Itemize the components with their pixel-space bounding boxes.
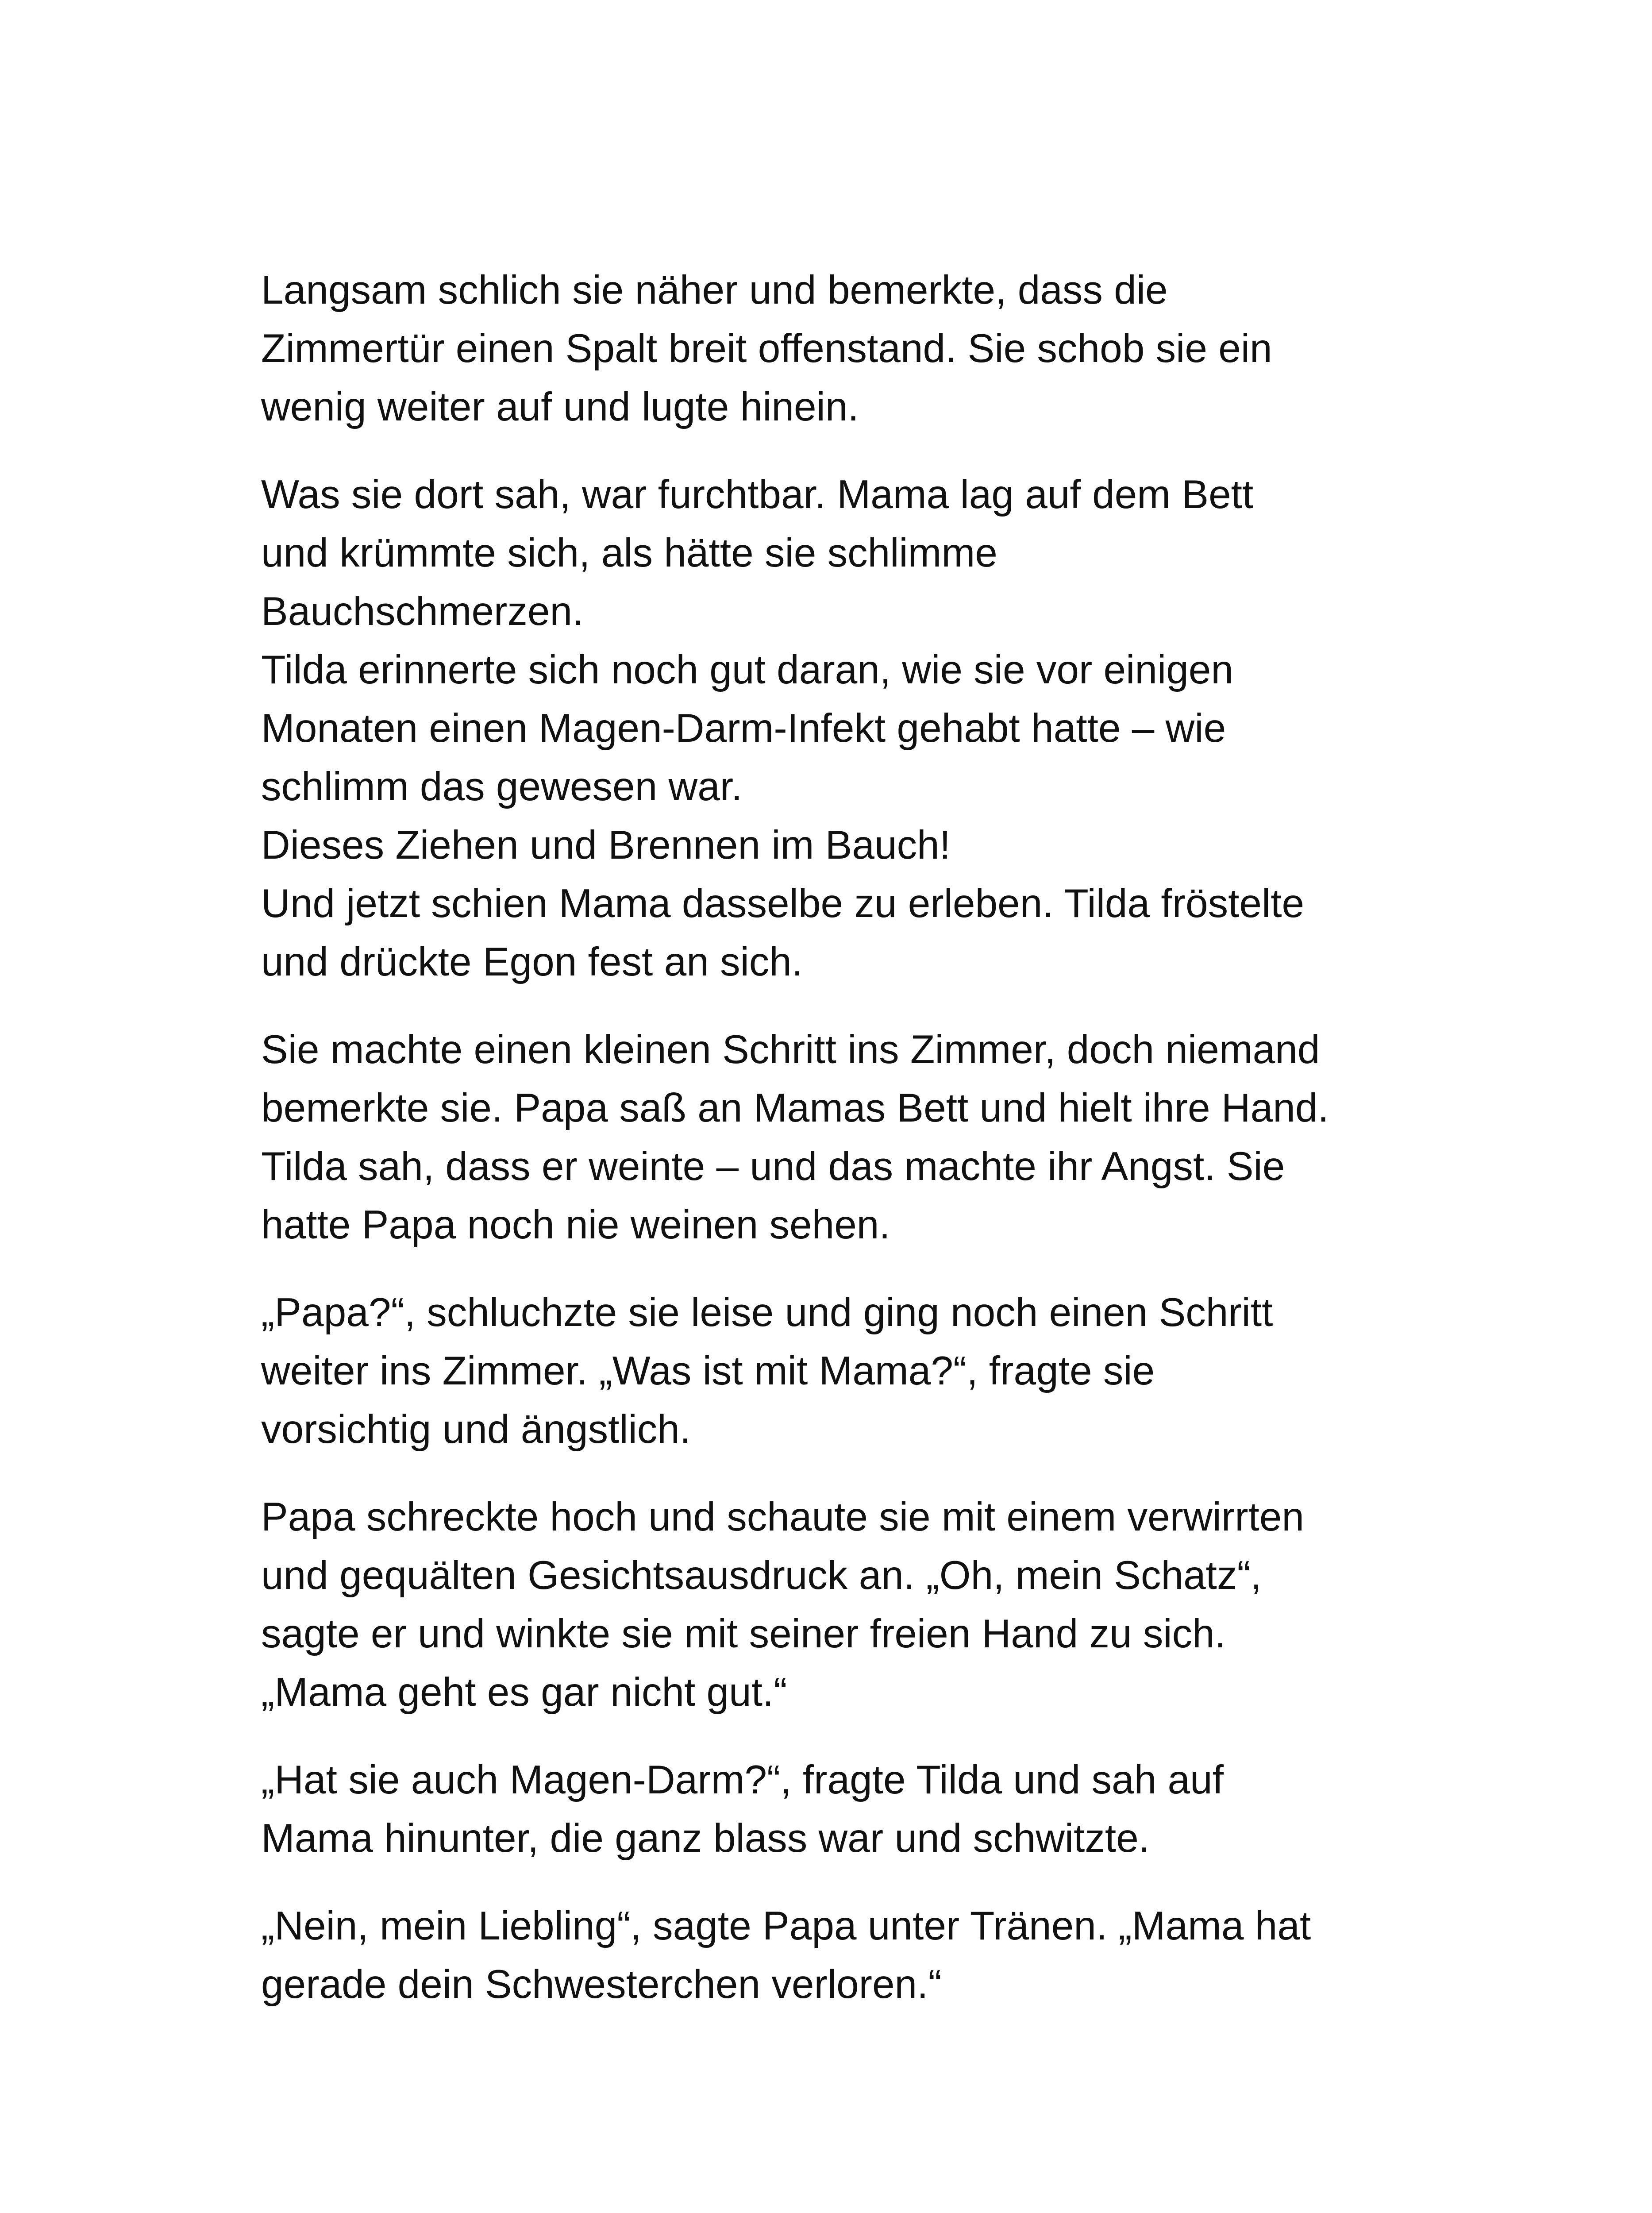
text-line: Sie machte einen kleinen Schritt ins Zimmer, doch niemand bbox=[261, 1027, 1320, 1072]
text-line: hatte Papa noch nie weinen sehen. bbox=[261, 1203, 890, 1247]
text-line: sagte er und winkte sie mit seiner freien Hand zu sich. bbox=[261, 1612, 1226, 1656]
text-line: und krümmte sich, als hätte sie schlimme bbox=[261, 531, 997, 575]
paragraph-1 bbox=[261, 261, 1456, 436]
paragraph-2 bbox=[261, 466, 1456, 991]
text-line: Was sie dort sah, war furchtbar. Mama lag auf dem Bett bbox=[261, 472, 1254, 517]
text-line: und gequälten Gesichtsausdruck an. „Oh, mein Schatz“, bbox=[261, 1553, 1262, 1598]
text-line: vorsichtig und ängstlich. bbox=[261, 1407, 691, 1452]
text-line: „Nein, mein Liebling“, sagte Papa unter Tränen. „Mama hat bbox=[261, 1904, 1311, 1948]
text-line: Papa schreckte hoch und schaute sie mit einem verwirrten bbox=[261, 1495, 1305, 1539]
text-line: Dieses Ziehen und Brennen im Bauch! bbox=[261, 823, 951, 867]
paragraph-7 bbox=[261, 1897, 1456, 2014]
text-line: bemerkte sie. Papa saß an Mamas Bett und hielt ihre Hand. bbox=[261, 1086, 1329, 1130]
text-line: Zimmertür einen Spalt breit offenstand. Sie schob sie ein bbox=[261, 326, 1272, 371]
text-line: gerade dein Schwesterchen verloren.“ bbox=[261, 1962, 942, 2007]
text-line: „Hat sie auch Magen-Darm?“, fragte Tilda und sah auf bbox=[261, 1758, 1224, 1802]
paragraph-5 bbox=[261, 1488, 1456, 1722]
paragraph-4 bbox=[261, 1284, 1456, 1459]
text-line: Und jetzt schien Mama dasselbe zu erleben. Tilda fröstelte bbox=[261, 881, 1305, 926]
text-line: „Papa?“, schluchzte sie leise und ging noch einen Schritt bbox=[261, 1290, 1273, 1335]
story-text bbox=[261, 261, 1456, 2043]
text-line: Mama hinunter, die ganz blass war und schwitzte. bbox=[261, 1816, 1150, 1861]
text-line: Tilda erinnerte sich noch gut daran, wie sie vor einigen bbox=[261, 648, 1234, 692]
text-line: weiter ins Zimmer. „Was ist mit Mama?“, fragte sie bbox=[261, 1349, 1155, 1393]
text-line: schlimm das gewesen war. bbox=[261, 764, 743, 809]
text-line: „Mama geht es gar nicht gut.“ bbox=[261, 1670, 787, 1715]
paragraph-3 bbox=[261, 1021, 1456, 1254]
text-line: Bauchschmerzen. bbox=[261, 589, 584, 634]
text-line: Tilda sah, dass er weinte – und das machte ihr Angst. Sie bbox=[261, 1144, 1285, 1189]
text-line: Langsam schlich sie näher und bemerkte, dass die bbox=[261, 268, 1168, 312]
text-line: Monaten einen Magen-Darm-Infekt gehabt hatte – wie bbox=[261, 706, 1226, 751]
paragraph-6 bbox=[261, 1751, 1456, 1868]
text-line: wenig weiter auf und lugte hinein. bbox=[261, 385, 859, 429]
text-line: und drückte Egon fest an sich. bbox=[261, 940, 803, 984]
